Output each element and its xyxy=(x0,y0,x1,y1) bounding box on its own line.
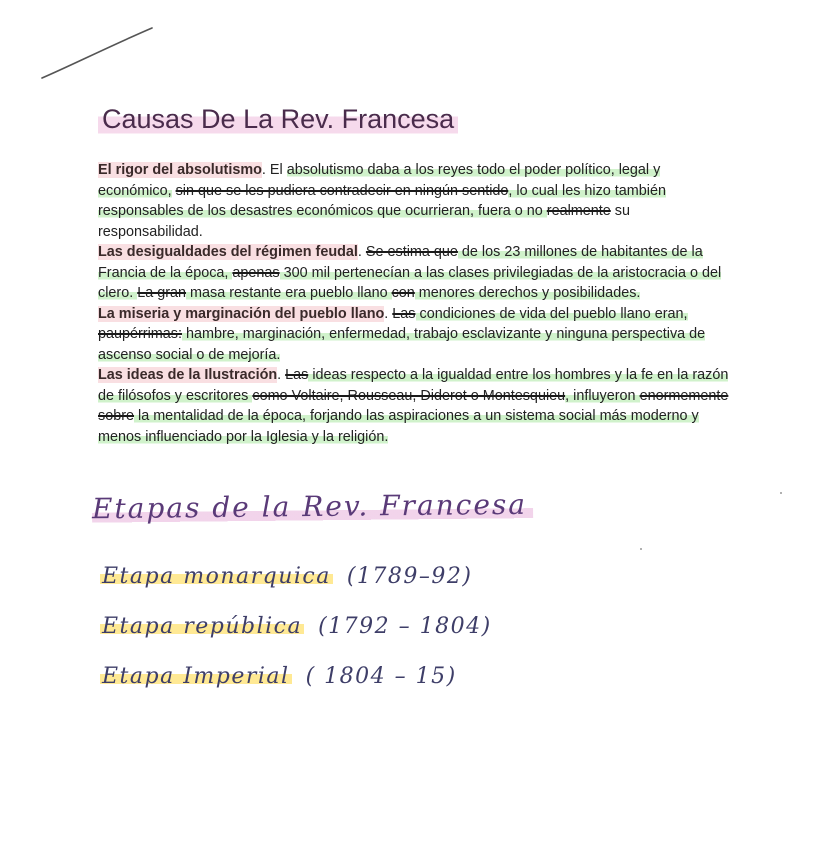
text-segment: , lo cual les hizo también responsables de los desastres económicos que ocurrieran, fuera o no xyxy=(98,182,666,219)
struck-text: Las xyxy=(285,367,309,383)
paragraph-lead: La miseria y marginación del pueblo llano xyxy=(98,305,385,322)
struck-text: sin que se les pudiera contradecir en ningún sentido xyxy=(175,182,509,199)
paragraph-lead: Las desigualdades del régimen feudal xyxy=(98,244,358,260)
text-segment: . xyxy=(357,244,366,260)
stage-years: (1789–92) xyxy=(346,564,473,589)
paragraph-absolutismo xyxy=(98,160,736,242)
stage-years: ( 1804 – 15) xyxy=(305,664,457,689)
struck-text: con xyxy=(391,285,415,301)
struck-text: Se estima que xyxy=(365,244,458,260)
paper-speck xyxy=(780,492,782,494)
text-segment: masa restante era pueblo llano xyxy=(186,285,392,301)
text-segment: . El xyxy=(261,162,287,178)
text-segment: 300 mil pertenecían a las clases privilegiadas de la aristocracia o del clero. xyxy=(98,264,722,301)
paragraph-ilustracion xyxy=(98,365,736,447)
stage-item xyxy=(100,602,492,652)
struck-text: realmente xyxy=(546,203,611,219)
text-segment: absolutismo daba a los reyes todo el poder político, legal y económico, xyxy=(98,162,661,199)
text-segment: su responsabilidad. xyxy=(98,203,630,240)
struck-text: Las xyxy=(392,305,416,322)
document-title: Causas De La Rev. Francesa xyxy=(98,104,458,135)
handwritten-heading: Etapas de la Rev. Francesa xyxy=(92,488,533,526)
stage-years: (1792 – 1804) xyxy=(318,614,492,639)
stages-list xyxy=(100,552,492,702)
stage-item xyxy=(100,552,492,602)
paragraph-lead: Las ideas de la Ilustración xyxy=(98,367,278,383)
struck-text: enormemente sobre xyxy=(98,387,729,424)
text-segment: hambre, marginación, enfermedad, trabajo esclavizante y ninguna perspectiva de ascenso social o de mejoría. xyxy=(98,326,706,363)
paragraph-desigualdades xyxy=(98,242,736,304)
text-segment: de los 23 millones de habitantes de la Francia de la época, xyxy=(98,244,703,281)
text-segment: la mentalidad de la época, forjando las aspiraciones a un sistema social más moderno y menos influenciado por la Iglesia y la religión. xyxy=(98,408,699,445)
stage-name: Etapa Imperial xyxy=(102,664,290,689)
causes-text xyxy=(98,160,736,447)
struck-text: La gran xyxy=(137,285,187,301)
text-segment: menores derechos y posibilidades. xyxy=(414,285,641,301)
paper-speck xyxy=(640,548,642,550)
paragraph-miseria xyxy=(98,304,736,366)
text-segment: , influyeron xyxy=(565,387,640,404)
stage-name: Etapa monarquica xyxy=(102,564,331,589)
stage-name: Etapa república xyxy=(102,614,303,639)
pen-stroke-mark xyxy=(40,26,160,86)
struck-text: como Voltaire, Rousseau, Diderot o Montesquieu xyxy=(252,387,566,404)
text-segment: . xyxy=(277,367,286,383)
text-segment: . xyxy=(384,305,393,322)
stage-item xyxy=(100,652,492,702)
struck-text: apenas xyxy=(232,264,280,281)
struck-text: paupérrimas: xyxy=(98,326,182,342)
text-segment: condiciones de vida del pueblo llano eran, xyxy=(415,305,688,322)
paragraph-lead: El rigor del absolutismo xyxy=(98,162,262,178)
text-segment: ideas respecto a la igualdad entre los hombres y la fe en la razón de filósofos y escritores xyxy=(98,367,729,404)
